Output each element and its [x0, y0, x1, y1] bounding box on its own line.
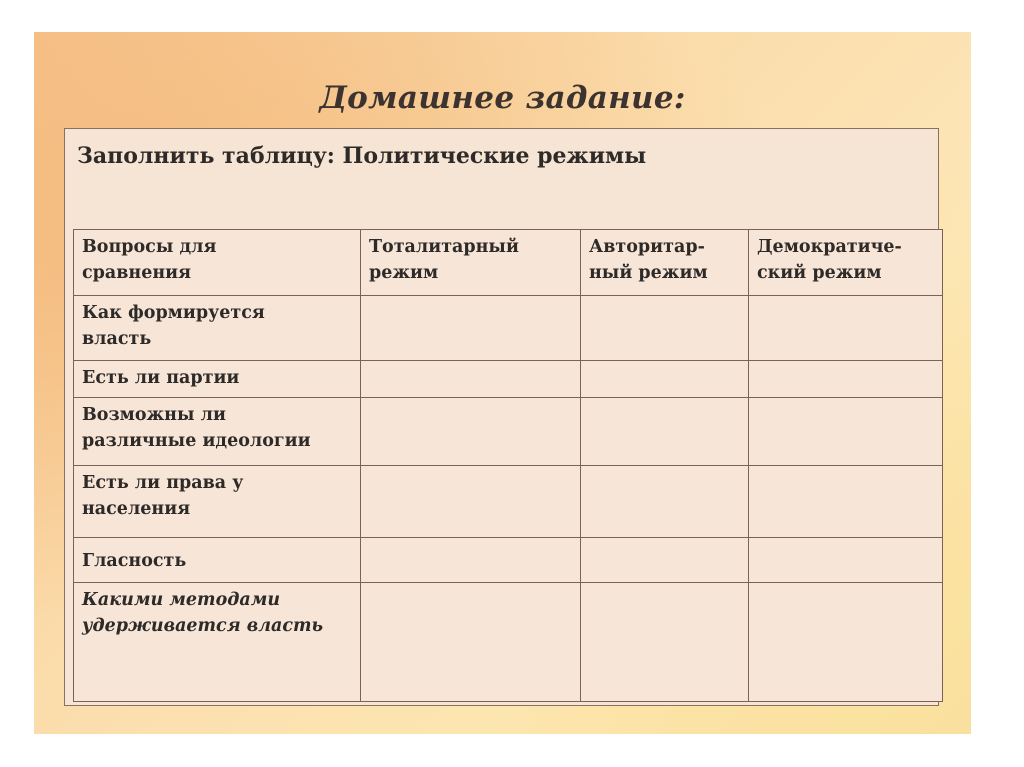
- table-cell[interactable]: [361, 296, 581, 361]
- row-label-retention-methods: Какими методами удерживается власть: [74, 583, 361, 702]
- header-cell-authoritarian: Авторитар- ный режим: [581, 230, 749, 296]
- table-cell[interactable]: [749, 538, 943, 583]
- table-cell[interactable]: [361, 361, 581, 398]
- row-label-power-formation: Как формируется власть: [74, 296, 361, 361]
- table-cell[interactable]: [749, 466, 943, 538]
- row-label-ideologies: Возможны ли различные идеологии: [74, 398, 361, 466]
- slide: [34, 32, 971, 734]
- header-cell-totalitarian: Тоталитарный режим: [361, 230, 581, 296]
- table-cell[interactable]: [581, 466, 749, 538]
- table-cell[interactable]: [581, 361, 749, 398]
- table-row: [74, 538, 943, 583]
- slide-title: Домашнее задание:: [319, 80, 686, 116]
- table-cell[interactable]: [361, 583, 581, 702]
- table-row: [74, 583, 943, 702]
- regimes-table: [73, 229, 943, 702]
- row-label-glasnost: Гласность: [74, 538, 361, 583]
- table-row: [74, 361, 943, 398]
- content-box: [64, 128, 939, 706]
- table-caption: Заполнить таблицу: Политические режимы: [77, 143, 647, 169]
- table-cell[interactable]: [581, 538, 749, 583]
- table-cell[interactable]: [749, 398, 943, 466]
- header-cell-questions: Вопросы для сравнения: [74, 230, 361, 296]
- table-cell[interactable]: [361, 538, 581, 583]
- table-row: [74, 398, 943, 466]
- table-cell[interactable]: [361, 398, 581, 466]
- table-cell[interactable]: [581, 583, 749, 702]
- table-cell[interactable]: [749, 296, 943, 361]
- header-cell-democratic: Демократиче- ский режим: [749, 230, 943, 296]
- table-cell[interactable]: [581, 296, 749, 361]
- table-header-row: [74, 230, 943, 296]
- table-cell[interactable]: [749, 583, 943, 702]
- table-cell[interactable]: [581, 398, 749, 466]
- row-label-rights: Есть ли права у населения: [74, 466, 361, 538]
- table-cell[interactable]: [749, 361, 943, 398]
- table-cell[interactable]: [361, 466, 581, 538]
- table-row: [74, 296, 943, 361]
- table-row: [74, 466, 943, 538]
- row-label-parties: Есть ли партии: [74, 361, 361, 398]
